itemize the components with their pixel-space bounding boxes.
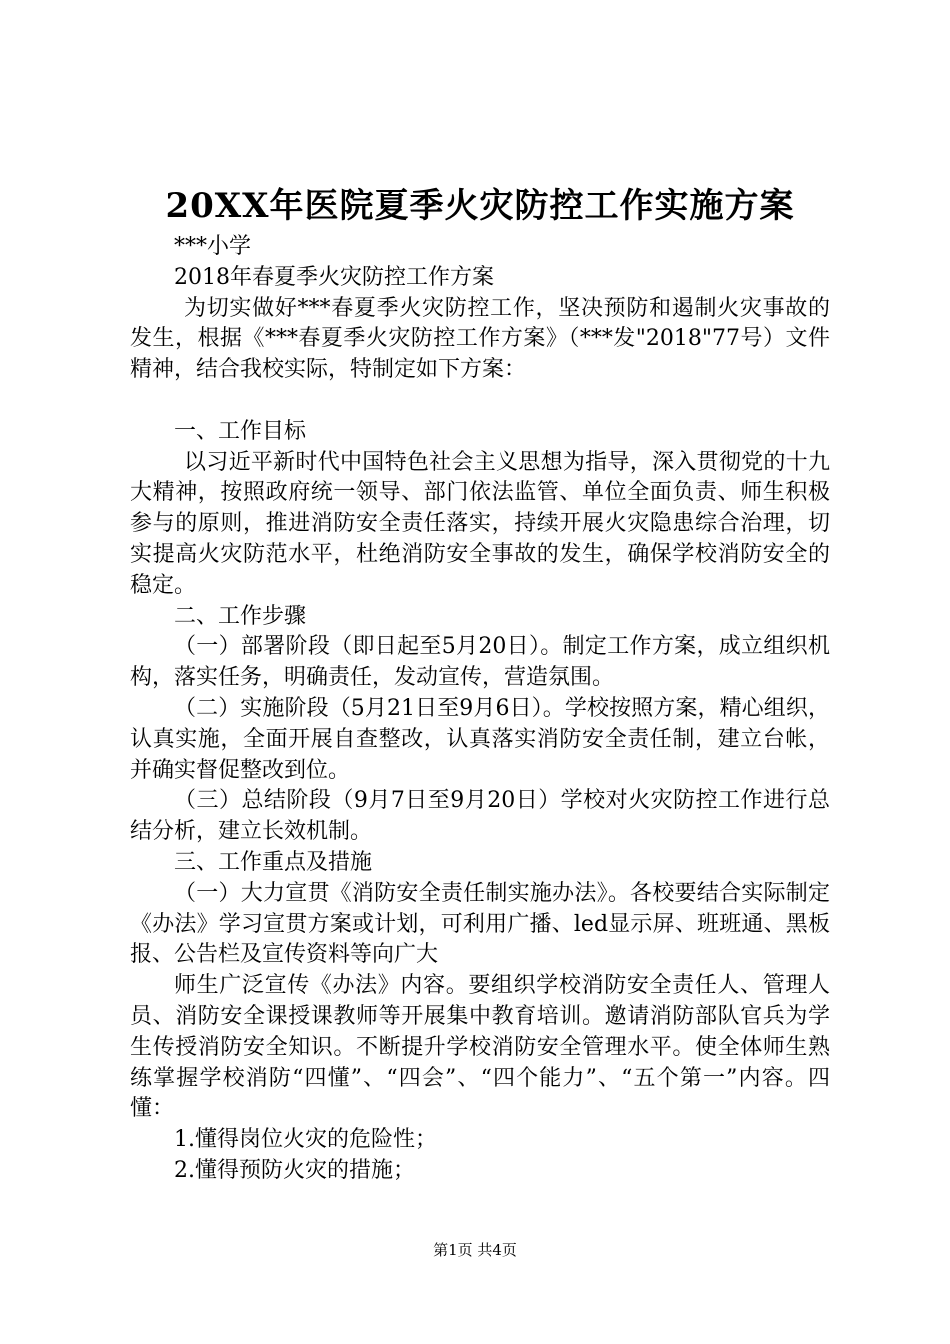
document-title: 20XX年医院夏季火灾防控工作实施方案: [165, 186, 795, 226]
intro-paragraph: 为切实做好***春夏季火灾防控工作，坚决预防和遏制火灾事故的发生，根据《***春夏季火灾防控工作方案》（***发"2018"77号）文件精神，结合我校实际，特制定如下方案：: [130, 295, 830, 383]
measure-paragraph-part1: （一）大力宣贯《消防安全责任制实施办法》。各校要结合实际制定《办法》学习宣贯方案或计划，可利用广播、led显示屏、班班通、黑板报、公告栏及宣传资料等向广大: [130, 880, 830, 968]
document-body: [130, 232, 830, 1187]
list-item: 2.懂得预防火灾的措施；: [174, 1157, 415, 1183]
goals-paragraph: 以习近平新时代中国特色社会主义思想为指导，深入贯彻党的十九大精神，按照政府统一领导、部门依法监管、单位全面负责、师生积极参与的原则，推进消防安全责任落实，持续开展火灾隐患综合治理，切实提高火灾防范水平，杜绝消防安全事故的发生，确保学校消防安全的稳定。: [130, 449, 830, 598]
blank-line: [130, 386, 830, 417]
page-footer: 第1页 共4页: [433, 1241, 517, 1259]
list-item: 1.懂得岗位火灾的危险性；: [174, 1127, 437, 1153]
step-implement-paragraph: （二）实施阶段（5月21日至9月6日）。学校按照方案，精心组织，认真实施，全面开展自查整改，认真落实消防安全责任制，建立台帐，并确实督促整改到位。: [130, 695, 830, 783]
step-deploy-paragraph: （一）部署阶段（即日起至5月20日）。制定工作方案，成立组织机构，落实任务，明确责任，发动宣传，营造氛围。: [130, 634, 830, 691]
section-heading-measures: 三、工作重点及措施: [174, 849, 373, 875]
step-summary-paragraph: （三）总结阶段（9月7日至9月20日）学校对火灾防控工作进行总结分析，建立长效机制。: [130, 788, 830, 845]
section-heading-goals: 一、工作目标: [174, 418, 307, 444]
plan-subtitle: 2018年春夏季火灾防控工作方案: [174, 264, 494, 290]
measure-paragraph-part2: 师生广泛宣传《办法》内容。要组织学校消防安全责任人、管理人员、消防安全课授课教师等开展集中教育培训。邀请消防部队官兵为学生传授消防安全知识。不断提升学校消防安全管理水平。使全体师生熟练掌握学校消防“四懂”、“四会”、“四个能力”、“五个第一”内容。四懂：: [130, 973, 830, 1122]
section-heading-steps: 二、工作步骤: [174, 603, 307, 629]
school-name: ***小学: [174, 234, 252, 259]
